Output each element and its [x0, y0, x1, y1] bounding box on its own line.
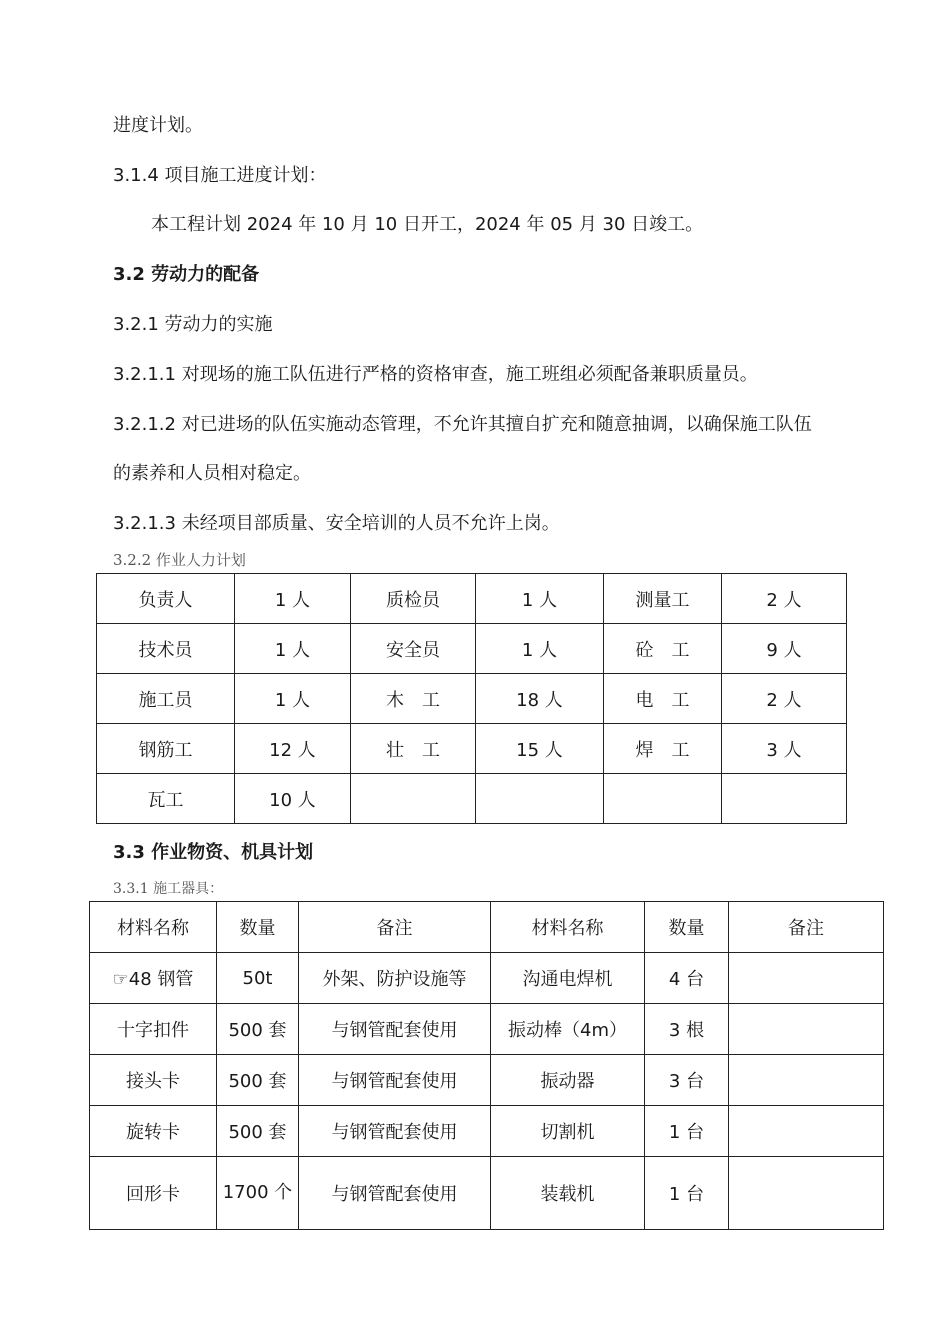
heading-3-2: 3.2 劳动力的配备	[113, 264, 260, 285]
table-cell: 砼 工	[604, 624, 722, 674]
table-cell: 旋转卡	[90, 1106, 217, 1157]
table-row	[90, 1055, 884, 1106]
table-cell: 1 台	[645, 1157, 729, 1230]
column-header: 备注	[729, 902, 884, 953]
table-cell: 测量工	[604, 574, 722, 624]
table-row	[97, 774, 847, 824]
table-cell: 12 人	[235, 724, 351, 774]
table-cell: 50t	[217, 953, 299, 1004]
table-cell	[604, 774, 722, 824]
table-cell	[729, 953, 884, 1004]
table-cell: 与钢管配套使用	[299, 1055, 491, 1106]
table-cell: 3 台	[645, 1055, 729, 1106]
table-cell: 1700 个	[217, 1157, 299, 1230]
table-cell: 焊 工	[604, 724, 722, 774]
column-header: 数量	[645, 902, 729, 953]
table-cell: 与钢管配套使用	[299, 1106, 491, 1157]
table-cell: 瓦工	[97, 774, 235, 824]
table-cell: 外架、防护设施等	[299, 953, 491, 1004]
table-cell: 10 人	[235, 774, 351, 824]
table-cell: 安全员	[351, 624, 476, 674]
tools-table	[89, 901, 884, 1230]
table-cell: 电 工	[604, 674, 722, 724]
table-cell: 1 人	[476, 574, 604, 624]
text-progress-plan-end: 进度计划。	[113, 115, 203, 136]
table-cell: 质检员	[351, 574, 476, 624]
table-row	[90, 953, 884, 1004]
table-cell: 与钢管配套使用	[299, 1004, 491, 1055]
table-cell: 1 人	[235, 624, 351, 674]
table-cell: 施工员	[97, 674, 235, 724]
heading-3-1-4: 3.1.4 项目施工进度计划：	[113, 165, 327, 186]
table-cell	[729, 1004, 884, 1055]
item-3-2-1-1: 3.2.1.1 对现场的施工队伍进行严格的资格审查，施工班组必须配备兼职质量员。	[113, 364, 758, 385]
table-cell: 技术员	[97, 624, 235, 674]
table-cell	[729, 1157, 884, 1230]
table-cell: 9 人	[722, 624, 847, 674]
table-cell	[729, 1055, 884, 1106]
table-cell: 2 人	[722, 574, 847, 624]
heading-3-2-1: 3.2.1 劳动力的实施	[113, 314, 273, 335]
table-cell: 木 工	[351, 674, 476, 724]
item-3-2-1-2-line1: 3.2.1.2 对已进场的队伍实施动态管理，不允许其擅自扩充和随意抽调，以确保施工队伍	[113, 414, 812, 435]
table-cell: 沟通电焊机	[491, 953, 645, 1004]
table-cell: 1 人	[476, 624, 604, 674]
table-row	[90, 1106, 884, 1157]
table-row	[97, 624, 847, 674]
table-cell: 回形卡	[90, 1157, 217, 1230]
table-cell: 1 台	[645, 1106, 729, 1157]
table-cell: 500 套	[217, 1004, 299, 1055]
table-cell: 负责人	[97, 574, 235, 624]
column-header: 材料名称	[491, 902, 645, 953]
table-cell: 与钢管配套使用	[299, 1157, 491, 1230]
column-header: 备注	[299, 902, 491, 953]
table-cell	[722, 774, 847, 824]
table-cell: 十字扣件	[90, 1004, 217, 1055]
table-cell: 3 根	[645, 1004, 729, 1055]
item-3-2-1-2-line2: 的素养和人员相对稳定。	[113, 463, 311, 484]
table-cell	[476, 774, 604, 824]
table-cell: 1 人	[235, 574, 351, 624]
table-header-row	[90, 902, 884, 953]
column-header: 数量	[217, 902, 299, 953]
schedule-sentence: 本工程计划 2024 年 10 月 10 日开工，2024 年 05 月 30 日竣工。	[151, 214, 704, 235]
table-cell: 1 人	[235, 674, 351, 724]
table-cell: 切割机	[491, 1106, 645, 1157]
table-row	[97, 724, 847, 774]
table-cell	[351, 774, 476, 824]
item-3-2-1-3: 3.2.1.3 未经项目部质量、安全培训的人员不允许上岗。	[113, 513, 560, 534]
table-cell: 装载机	[491, 1157, 645, 1230]
table-cell: 振动器	[491, 1055, 645, 1106]
table-cell: 500 套	[217, 1106, 299, 1157]
table-cell: ☞48 钢管	[90, 953, 217, 1004]
table-row	[97, 574, 847, 624]
table-cell: 壮 工	[351, 724, 476, 774]
table-cell: 接头卡	[90, 1055, 217, 1106]
table-row	[97, 674, 847, 724]
table-cell: 4 台	[645, 953, 729, 1004]
table-row	[90, 1157, 884, 1230]
table-cell: 3 人	[722, 724, 847, 774]
table-cell	[729, 1106, 884, 1157]
column-header: 材料名称	[90, 902, 217, 953]
heading-3-2-2: 3.2.2 作业人力计划	[113, 551, 246, 569]
labor-table	[96, 573, 847, 824]
table-cell: 振动棒（4m）	[491, 1004, 645, 1055]
heading-3-3-1: 3.3.1 施工器具：	[113, 881, 224, 897]
table-cell: 钢筋工	[97, 724, 235, 774]
table-row	[90, 1004, 884, 1055]
table-cell: 500 套	[217, 1055, 299, 1106]
heading-3-3: 3.3 作业物资、机具计划	[113, 842, 314, 863]
table-cell: 15 人	[476, 724, 604, 774]
table-cell: 18 人	[476, 674, 604, 724]
table-cell: 2 人	[722, 674, 847, 724]
